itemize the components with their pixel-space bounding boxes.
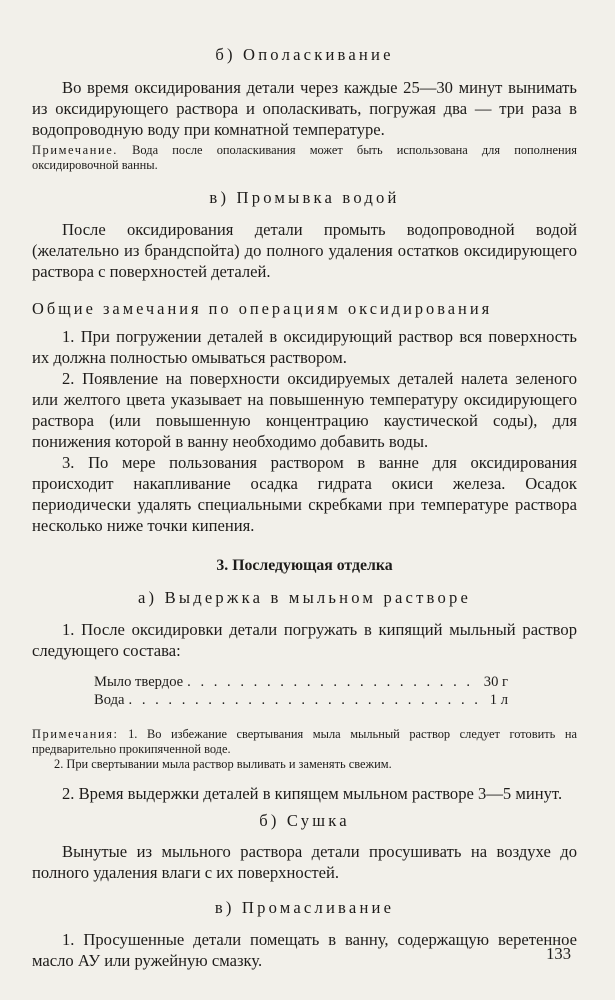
leader-dots (187, 673, 480, 691)
paragraph-washing: После оксидирования детали промыть водопроводной водой (желательно из брандспойта) до полного удаления остатков оксидирующего раствора с поверхностей деталей. (32, 220, 577, 281)
paragraph-soap-1: 1. После оксидировки детали погружать в кипящий мыльный раствор следующего состава: (32, 620, 577, 660)
paragraph-oiling: 1. Просушенные детали помещать в ванну, содержащую веретенное масло АУ или ружейную смазку. (32, 930, 577, 970)
heading-rinsing: б) Ополаскивание (215, 45, 394, 64)
heading-general-remarks: Общие замечания по операциям оксидирования (32, 299, 493, 318)
note-text: Вода после ополаскивания может быть использована для пополнения оксидировочной ванны. (32, 143, 577, 172)
paragraph-rinsing: Во время оксидирования детали через каждые 25—30 минут вынимать из оксидирующего раствора и ополаскивать, погружая два — три раза в водопроводную воду при комнатной температуре. (32, 78, 577, 139)
recipe-list (94, 673, 508, 709)
heading-oiling: в) Промасливание (214, 898, 395, 917)
note-soap (32, 727, 577, 757)
recipe-quantity: 1 л (489, 692, 508, 708)
recipe-row (94, 691, 508, 709)
heading-finishing: 3. Последующая отделка (216, 557, 393, 574)
note-soap-2: 2. При свертывании мыла раствор выливать и заменять свежим. (54, 757, 392, 771)
leader-dots (129, 691, 486, 709)
recipe-quantity: 30 г (483, 674, 508, 690)
heading-drying: б) Сушка (259, 811, 350, 830)
remark-item: 2. Появление на поверхности оксидируемых деталей налета зеленого или желтого цвета указывает на повышенную температуру оксидирующего раствора (или повышенную концентрацию каустической соды), для понижения которой в ванну необходимо добавить воды. (32, 369, 577, 451)
paragraph-drying: Вынутые из мыльного раствора детали просушивать на воздухе до полного удаления влаги с их поверхностей. (32, 842, 577, 882)
note-rinsing (32, 143, 577, 173)
remark-item: 3. По мере пользования раствором в ванне для оксидирования происходит накапливание осадка гидрата окиси железа. Осадок периодически удалять специальными скребками при температуре раствора несколько ниже точки кипения. (32, 453, 577, 535)
recipe-ingredient: Мыло твердое (94, 674, 184, 690)
page-number: 133 (546, 944, 571, 963)
note-lead: Примечания: (32, 727, 119, 741)
note-text: 1. Во избежание свертывания мыла мыльный раствор следует готовить на предварительно прокипяченной воде. (32, 727, 577, 756)
recipe-ingredient: Вода (94, 692, 125, 708)
remark-item: 1. При погружении деталей в оксидирующий раствор вся поверхность их должна полностью омываться раствором. (32, 327, 577, 367)
heading-washing: в) Промывка водой (209, 188, 400, 207)
paragraph-soap-2: 2. Время выдержки деталей в кипящем мыльном растворе 3—5 минут. (62, 784, 563, 803)
recipe-row (94, 673, 508, 691)
note-lead: Примечание. (32, 143, 118, 157)
heading-soap-soak: а) Выдержка в мыльном растворе (137, 588, 472, 607)
